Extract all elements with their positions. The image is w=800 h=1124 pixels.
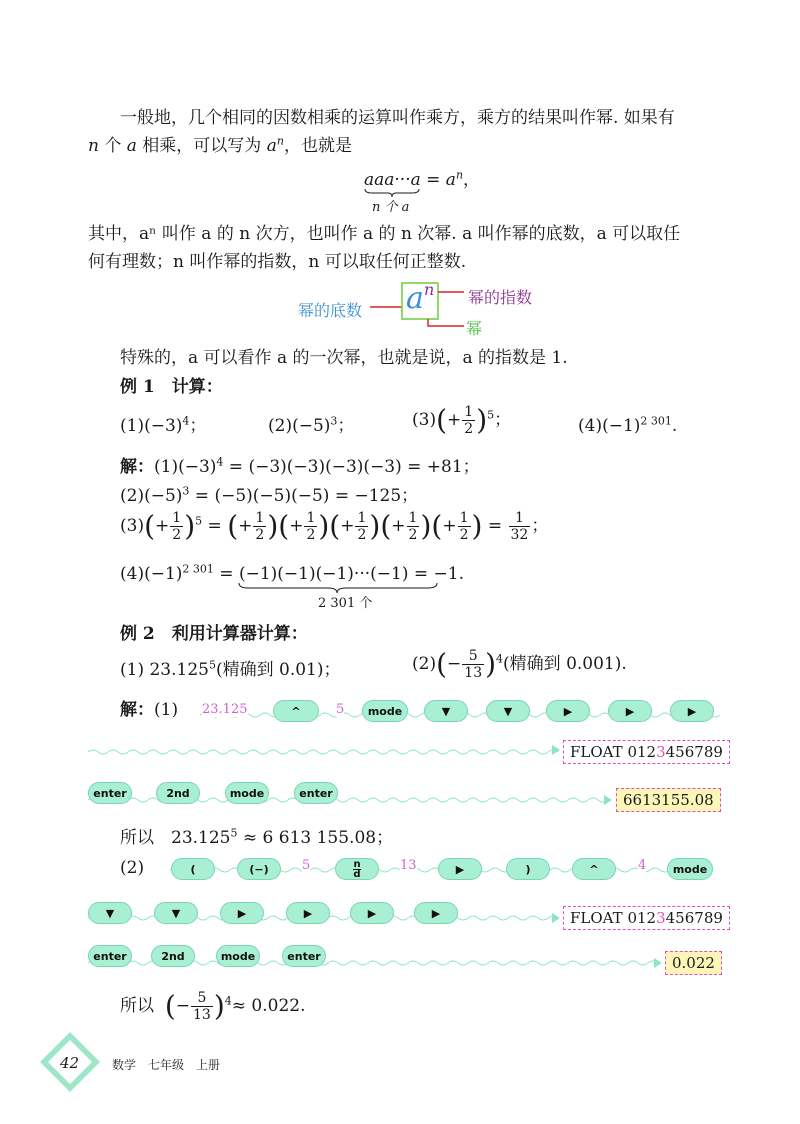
key-2nd-1[interactable]: 2nd <box>156 782 200 804</box>
diagram-exponent-symbol: n <box>424 280 435 299</box>
result-display-1: 6613155.08 <box>616 788 721 812</box>
input-23-125: 23.125 <box>202 702 248 717</box>
key-down-4[interactable]: ▼ <box>154 902 198 924</box>
solution-part1-label: 解：(1) <box>120 700 179 720</box>
example1-q2: $(2)(-5)^3$； <box>268 414 355 436</box>
intro-line-1: 一般地，几个相同的因数相乘的运算叫作乘方，乘方的结果叫作幂. 如果有 <box>120 108 675 128</box>
base-label: 幂的底数 <box>298 301 363 320</box>
key-enter-1[interactable]: enter <box>88 782 132 804</box>
intro-line-3: 其中，aⁿ 叫作 a 的 n 次方，也叫作 a 的 n 次幂. a 叫作幂的底数，a 可以取任 <box>88 224 681 244</box>
key-mode-4[interactable]: mode <box>216 945 260 967</box>
result-display-2: 0.022 <box>665 951 722 975</box>
book-title: 数学 七年级 上册 <box>112 1058 221 1072</box>
key-negative[interactable]: (−) <box>237 858 281 880</box>
key-caret[interactable]: ^ <box>273 700 319 722</box>
formula-underbrace-label: n 个 a <box>372 200 410 215</box>
key-mode-3[interactable]: mode <box>667 858 713 880</box>
example1-solution-2: $(2)(-5)^3 = (-5)(-5)(-5) = -125$； <box>120 484 419 506</box>
special-case-text: 特殊的，a 可以看作 a 的一次幂，也就是说，a 的指数是 1. <box>120 348 568 368</box>
arrow-icon <box>552 745 560 755</box>
example1-title: 例 1 计算： <box>120 377 223 397</box>
input-5: 5 <box>336 702 345 717</box>
arrow-icon <box>604 795 612 805</box>
key-right-6[interactable]: ▶ <box>286 902 330 924</box>
key-down-3[interactable]: ▼ <box>88 902 132 924</box>
key-enter-4[interactable]: enter <box>282 945 326 967</box>
example1-q1: $(1)(-3)^4$； <box>120 414 207 436</box>
key-enter-2[interactable]: enter <box>294 782 338 804</box>
key-down-2[interactable]: ▼ <box>486 700 530 722</box>
key-2nd-2[interactable]: 2nd <box>151 945 195 967</box>
key-right-4[interactable]: ▶ <box>438 858 482 880</box>
example2-q2: (2)(− $\frac{5}{13}$ )$^4$(精确到 0.001). <box>412 647 627 681</box>
conclusion-2: 所以 (− $\frac{5}{13}$ )$^4$≈ 0.022. <box>120 989 306 1023</box>
power-definition-formula: $aaa\cdot\cdot\cdot a = a^n$， <box>364 168 481 190</box>
exponent-label: 幂的指数 <box>468 288 533 307</box>
solution-part2-label: (2) <box>120 858 145 878</box>
diagram-base-symbol: a <box>406 281 424 316</box>
key-enter-3[interactable]: enter <box>88 945 132 967</box>
input-4: 4 <box>638 858 647 873</box>
page-number: 42 <box>60 1054 80 1072</box>
example1-q4: $(4)(-1)^{2 301}$. <box>578 414 678 436</box>
solution4-underbrace-label: 2 301 个 <box>318 596 373 611</box>
key-right-7[interactable]: ▶ <box>350 902 394 924</box>
key-caret-2[interactable]: ^ <box>572 858 616 880</box>
conclusion-1: 所以 $23.125^5 \approx 6$ 613 155.08； <box>120 826 394 848</box>
example1-solution-4: $(4)(-1)^{2 301} = (-1)(-1)(-1)\cdot\cdot\cdot(-1) = -1$. <box>120 562 464 584</box>
example1-solution-1: 解：$(1)(-3)^4 = (-3)(-3)(-3)(-3) = +81$； <box>120 455 480 477</box>
key-right-3[interactable]: ▶ <box>670 700 714 722</box>
intro-line-2: n 个 a 相乘，可以写为 $a^n$，也就是 <box>88 134 352 156</box>
key-fraction[interactable]: n d <box>335 858 379 880</box>
key-right-5[interactable]: ▶ <box>220 902 264 924</box>
example1-solution-3: (3)(+ $\frac{1}{2}$ )$^5$ = (+ $\frac{1}{2}$ )(+ $\frac{1}{2}$ )(+ $\frac{1}{2}$ )(+ $\frac{1}{2}$ )(+ $\frac{1}{2}$ ) = $\frac{1}{32}$ ； <box>120 509 549 543</box>
key-right-paren[interactable]: ) <box>506 858 550 880</box>
key-mode[interactable]: mode <box>362 700 408 722</box>
input-5: 5 <box>302 858 311 873</box>
example2-q1: (1) 23.125$^5$(精确到 0.01)； <box>120 658 341 680</box>
key-right-2[interactable]: ▶ <box>608 700 652 722</box>
display-float-2: FLOAT 0123456789 <box>563 906 730 930</box>
example1-q3: (3)(+ $\frac{1}{2}$ )$^5$； <box>412 403 512 437</box>
input-13: 13 <box>400 858 417 873</box>
example2-title: 例 2 利用计算器计算： <box>120 624 308 644</box>
arrow-icon <box>552 913 560 923</box>
display-float-1: FLOAT 0123456789 <box>563 740 730 764</box>
power-label: 幂 <box>466 319 483 338</box>
key-mode-2[interactable]: mode <box>225 782 269 804</box>
key-left-paren[interactable]: ( <box>171 858 215 880</box>
key-right-1[interactable]: ▶ <box>546 700 590 722</box>
arrow-icon <box>654 958 662 968</box>
key-down-1[interactable]: ▼ <box>424 700 468 722</box>
key-right-8[interactable]: ▶ <box>414 902 458 924</box>
part1-row2-wave <box>88 748 558 756</box>
intro-line-4: 何有理数；n 叫作幂的指数，n 可以取任何正整数. <box>88 252 467 272</box>
